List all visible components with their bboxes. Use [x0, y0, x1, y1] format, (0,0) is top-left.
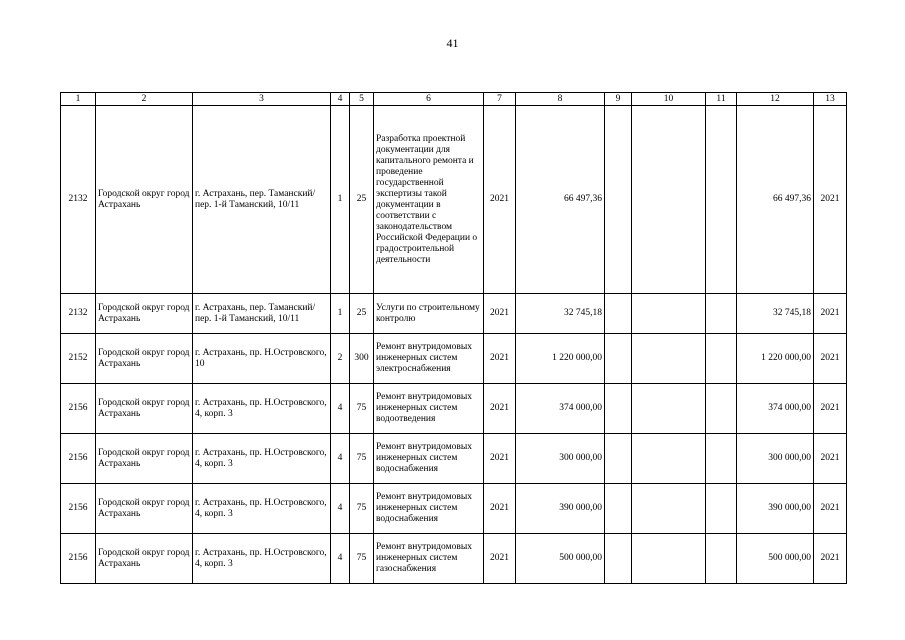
cell-col4: 4: [331, 534, 350, 584]
table-row: [61, 534, 847, 584]
cell-municipality: Городской округ город Астрахань: [96, 294, 193, 334]
cell-col9: [605, 484, 632, 534]
column-header: 4: [331, 93, 350, 106]
cell-col4: 2: [331, 334, 350, 384]
cell-year-end: 2021: [814, 106, 847, 294]
cell-work-type: Ремонт внутридомовых инженерных систем газоснабжения: [374, 534, 484, 584]
cell-year-end: 2021: [814, 384, 847, 434]
cell-col9: [605, 106, 632, 294]
cell-year-end: 2021: [814, 534, 847, 584]
table-row: [61, 334, 847, 384]
table-row: [61, 106, 847, 294]
column-header: 13: [814, 93, 847, 106]
column-header: 6: [374, 93, 484, 106]
program-table: [60, 92, 847, 584]
cell-year: 2021: [484, 534, 516, 584]
cell-municipality: Городской округ город Астрахань: [96, 434, 193, 484]
cell-year: 2021: [484, 294, 516, 334]
cell-amount-total: 32 745,18: [737, 294, 814, 334]
cell-amount-total: 1 220 000,00: [737, 334, 814, 384]
cell-col10: [632, 434, 706, 484]
cell-id: 2152: [61, 334, 96, 384]
table-row: [61, 484, 847, 534]
cell-amount-total: 500 000,00: [737, 534, 814, 584]
cell-municipality: Городской округ город Астрахань: [96, 534, 193, 584]
cell-year: 2021: [484, 384, 516, 434]
cell-col4: 4: [331, 434, 350, 484]
cell-municipality: Городской округ город Астрахань: [96, 384, 193, 434]
cell-col5: 75: [350, 534, 374, 584]
cell-year-end: 2021: [814, 434, 847, 484]
header-row: [61, 93, 847, 106]
cell-col9: [605, 384, 632, 434]
cell-year: 2021: [484, 334, 516, 384]
column-header: 7: [484, 93, 516, 106]
cell-col11: [706, 106, 737, 294]
cell-municipality: Городской округ город Астрахань: [96, 484, 193, 534]
cell-col10: [632, 484, 706, 534]
cell-col10: [632, 106, 706, 294]
cell-municipality: Городской округ город Астрахань: [96, 334, 193, 384]
column-header: 10: [632, 93, 706, 106]
cell-amount: 390 000,00: [516, 484, 605, 534]
cell-id: 2156: [61, 534, 96, 584]
column-header: 5: [350, 93, 374, 106]
column-header: 11: [706, 93, 737, 106]
cell-year-end: 2021: [814, 294, 847, 334]
cell-col4: 1: [331, 106, 350, 294]
cell-id: 2132: [61, 294, 96, 334]
cell-work-type: Ремонт внутридомовых инженерных систем водоотведения: [374, 384, 484, 434]
cell-work-type: Разработка проектной документации для капитального ремонта и проведение государственной экспертизы такой документации в соответствии с законодательством Российской Федерации о градостроительной деятельности: [374, 106, 484, 294]
cell-col5: 300: [350, 334, 374, 384]
cell-amount: 500 000,00: [516, 534, 605, 584]
cell-address: г. Астрахань, пр. Н.Островского, 4, корп. 3: [193, 534, 331, 584]
cell-amount-total: 66 497,36: [737, 106, 814, 294]
cell-col5: 25: [350, 294, 374, 334]
column-header: 2: [96, 93, 193, 106]
cell-col10: [632, 334, 706, 384]
cell-work-type: Услуги по строительному контролю: [374, 294, 484, 334]
cell-year: 2021: [484, 484, 516, 534]
cell-year: 2021: [484, 434, 516, 484]
cell-col5: 75: [350, 384, 374, 434]
cell-col10: [632, 294, 706, 334]
cell-year-end: 2021: [814, 334, 847, 384]
cell-col11: [706, 334, 737, 384]
cell-col4: 4: [331, 484, 350, 534]
cell-id: 2132: [61, 106, 96, 294]
cell-amount-total: 390 000,00: [737, 484, 814, 534]
page-number: 41: [446, 36, 459, 50]
cell-col5: 25: [350, 106, 374, 294]
cell-amount: 300 000,00: [516, 434, 605, 484]
cell-amount-total: 300 000,00: [737, 434, 814, 484]
cell-col10: [632, 534, 706, 584]
cell-work-type: Ремонт внутридомовых инженерных систем водоснабжения: [374, 484, 484, 534]
cell-amount: 66 497,36: [516, 106, 605, 294]
column-header: 3: [193, 93, 331, 106]
cell-id: 2156: [61, 434, 96, 484]
cell-amount-total: 374 000,00: [737, 384, 814, 434]
cell-col11: [706, 534, 737, 584]
cell-col5: 75: [350, 484, 374, 534]
cell-col10: [632, 384, 706, 434]
cell-col11: [706, 384, 737, 434]
cell-address: г. Астрахань, пр. Н.Островского, 4, корп. 3: [193, 484, 331, 534]
cell-id: 2156: [61, 384, 96, 434]
column-header: 1: [61, 93, 96, 106]
cell-amount: 374 000,00: [516, 384, 605, 434]
cell-amount: 32 745,18: [516, 294, 605, 334]
cell-year-end: 2021: [814, 484, 847, 534]
cell-municipality: Городской округ город Астрахань: [96, 106, 193, 294]
cell-work-type: Ремонт внутридомовых инженерных систем электроснабжения: [374, 334, 484, 384]
cell-col4: 4: [331, 384, 350, 434]
cell-col5: 75: [350, 434, 374, 484]
table-row: [61, 294, 847, 334]
cell-id: 2156: [61, 484, 96, 534]
table-row: [61, 384, 847, 434]
cell-col11: [706, 434, 737, 484]
cell-col9: [605, 534, 632, 584]
cell-address: г. Астрахань, пр. Н.Островского, 10: [193, 334, 331, 384]
cell-work-type: Ремонт внутридомовых инженерных систем водоснабжения: [374, 434, 484, 484]
cell-address: г. Астрахань, пер. Таманский/пер. 1-й Таманский, 10/11: [193, 294, 331, 334]
cell-amount: 1 220 000,00: [516, 334, 605, 384]
cell-address: г. Астрахань, пер. Таманский/пер. 1-й Таманский, 10/11: [193, 106, 331, 294]
cell-address: г. Астрахань, пр. Н.Островского, 4, корп. 3: [193, 384, 331, 434]
column-header: 8: [516, 93, 605, 106]
column-header: 9: [605, 93, 632, 106]
column-header: 12: [737, 93, 814, 106]
cell-year: 2021: [484, 106, 516, 294]
cell-col9: [605, 294, 632, 334]
cell-address: г. Астрахань, пр. Н.Островского, 4, корп. 3: [193, 434, 331, 484]
cell-col9: [605, 334, 632, 384]
table-row: [61, 434, 847, 484]
cell-col9: [605, 434, 632, 484]
cell-col11: [706, 294, 737, 334]
cell-col4: 1: [331, 294, 350, 334]
cell-col11: [706, 484, 737, 534]
